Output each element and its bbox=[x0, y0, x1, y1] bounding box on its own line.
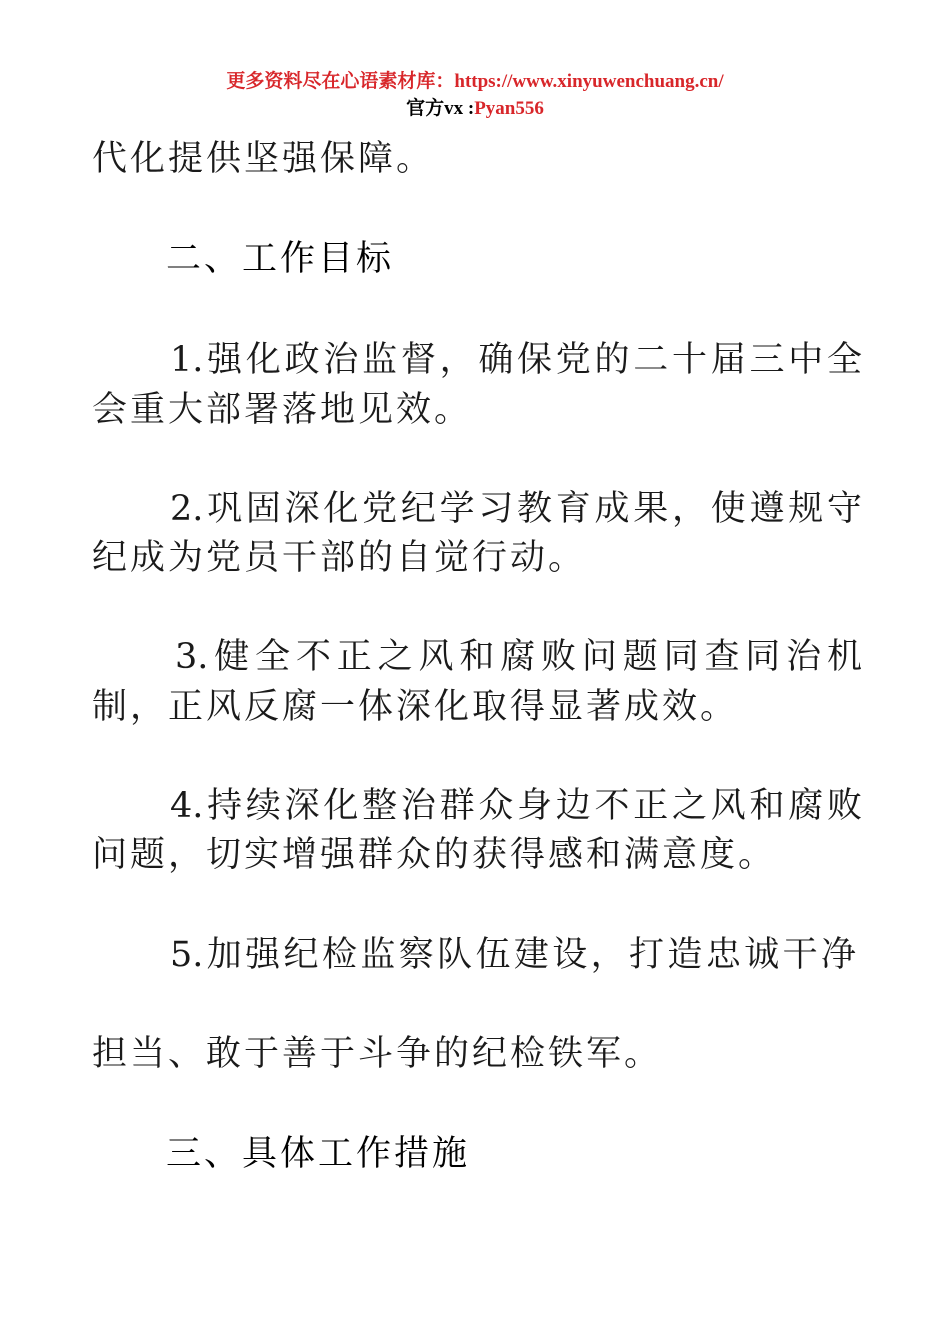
goal-3-line-1: 3.健全不正之风和腐败问题同查同治机 bbox=[175, 637, 862, 677]
goal-1-line-2: 会重大部署落地见效。 bbox=[92, 390, 473, 430]
goal-2-line-1: 2.巩固深化党纪学习教育成果，使遵规守 bbox=[170, 489, 862, 529]
site-header-link: 更多资料尽在心语素材库：https://www.xinyuwenchuang.cn/ bbox=[226, 71, 724, 92]
goal-2-line-2: 纪成为党员干部的自觉行动。 bbox=[92, 538, 587, 578]
paragraph-continuation: 代化提供坚强保障。 bbox=[92, 139, 435, 179]
goal-1-line-1: 1.强化政治监督，确保党的二十届三中全 bbox=[170, 340, 862, 380]
goal-3-line-2: 制，正风反腐一体深化取得显著成效。 bbox=[92, 687, 739, 727]
goal-5-line-1: 5.加强纪检监察队伍建设，打造忠诚干净 bbox=[170, 935, 856, 975]
account-id: Pyan556 bbox=[474, 98, 544, 119]
goal-5-line-2: 担当、敢于善于斗争的纪检铁军。 bbox=[92, 1034, 663, 1074]
section-heading-goals: 二、工作目标 bbox=[166, 239, 395, 279]
section-heading-measures: 三、具体工作措施 bbox=[166, 1134, 471, 1174]
goal-4-line-1: 4.持续深化整治群众身边不正之风和腐败 bbox=[170, 786, 862, 826]
official-account-line bbox=[0, 97, 950, 121]
account-label: 官方vx : bbox=[406, 98, 475, 119]
goal-4-line-2: 问题，切实增强群众的获得感和满意度。 bbox=[92, 835, 777, 875]
